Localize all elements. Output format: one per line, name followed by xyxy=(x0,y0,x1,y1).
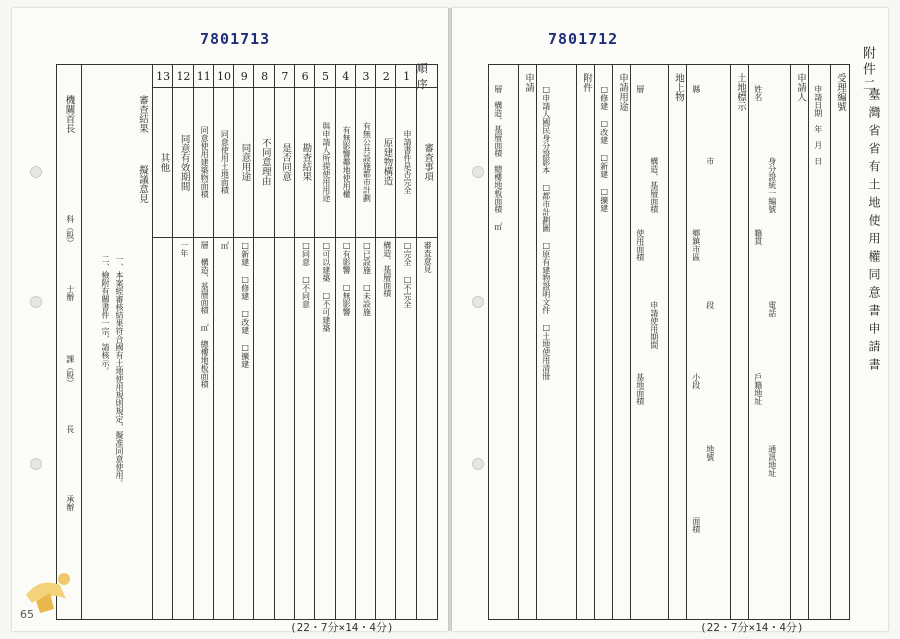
section-label: 科（股） xyxy=(65,215,75,247)
column-number: 12 xyxy=(176,69,191,83)
section-label: 長 xyxy=(65,425,75,433)
field-value: 層 構造、基層面積 總樓地板面積 ㎡ xyxy=(493,85,503,230)
size-note: (22・7分×14・4分) xyxy=(700,621,804,634)
form-column xyxy=(488,65,537,619)
divider xyxy=(576,65,577,619)
column-number: 8 xyxy=(261,69,269,83)
column-number: 11 xyxy=(196,69,211,83)
review-column xyxy=(172,65,193,619)
sub-field-label: 段 xyxy=(705,301,715,309)
review-column xyxy=(355,65,376,619)
attachment-label: 附件二 xyxy=(860,46,875,94)
sub-field-label: 申請使用期間 xyxy=(649,301,659,349)
review-table xyxy=(56,64,438,620)
left-page xyxy=(12,8,448,634)
sub-field-label: 姓名 xyxy=(753,85,763,101)
divider xyxy=(81,65,82,619)
review-item: 同意使用土地面積 xyxy=(220,130,230,194)
form-column xyxy=(536,65,595,619)
review-column xyxy=(294,65,315,619)
sub-field-label: 市 xyxy=(705,157,715,165)
sub-field-label: 基地面積 xyxy=(635,373,645,405)
divider xyxy=(668,65,669,619)
review-item: 申請書件是否完全 xyxy=(402,130,412,194)
punch-hole xyxy=(30,166,42,178)
review-opinion: 構造、基層面積 xyxy=(382,241,392,297)
column-number: 13 xyxy=(156,69,171,83)
review-item: 不同意理由 xyxy=(259,138,271,186)
column-number: 5 xyxy=(321,69,329,83)
form-column xyxy=(630,65,687,619)
sub-field-label: 使用面積 xyxy=(635,229,645,261)
application-form xyxy=(488,64,850,620)
note-text: 一、本案經審核結果符合國有土地使用規則規定，擬准同意使用。 xyxy=(115,255,124,487)
divider xyxy=(518,65,519,619)
column-number: 9 xyxy=(240,69,248,83)
column-number: 1 xyxy=(403,69,411,83)
review-item: 同意用途 xyxy=(239,143,251,181)
review-column xyxy=(335,65,356,619)
proposal-label: 擬議意見 xyxy=(137,165,148,203)
form-title: 臺灣省省有土地使用權同意書申請書 xyxy=(867,88,881,376)
review-column xyxy=(253,65,274,619)
review-opinion: □新建 □修建 □改建 □擴建 xyxy=(240,241,250,368)
divider xyxy=(730,65,731,619)
column-number: 3 xyxy=(362,69,370,83)
review-column xyxy=(233,65,254,619)
form-column xyxy=(594,65,631,619)
field-label: 土地標示 xyxy=(735,73,746,111)
right-page xyxy=(452,8,888,634)
punch-hole xyxy=(30,458,42,470)
field-label: 受理編號 xyxy=(835,73,846,111)
section-label: 承辦 xyxy=(65,495,75,511)
field-label: 申請人 xyxy=(795,73,806,102)
field-label: 申請用途 xyxy=(617,73,628,111)
punch-hole xyxy=(30,296,42,308)
field-value: 申請日期 年 月 日 xyxy=(813,85,823,165)
review-item: 審査事項 xyxy=(422,143,434,181)
review-opinion: □已設施 □未設施 xyxy=(362,241,372,316)
head-label: 機關首長 xyxy=(63,95,75,133)
sub-field-label: 身分證統一編號 xyxy=(767,157,777,213)
review-item: 勘查結果 xyxy=(300,143,312,181)
sub-field-label: 面積 xyxy=(691,517,701,533)
review-item: 其他 xyxy=(158,152,170,172)
page-number: 65 xyxy=(20,608,34,621)
column-number: 7 xyxy=(281,69,289,83)
column-number: 4 xyxy=(342,69,350,83)
review-result-label: 審查結果 xyxy=(137,95,148,133)
column-number: 2 xyxy=(382,69,390,83)
punch-hole xyxy=(472,166,484,178)
punch-hole xyxy=(472,458,484,470)
approval-section xyxy=(57,65,153,619)
divider xyxy=(612,65,613,619)
form-column xyxy=(748,65,809,619)
field-label: 申請 xyxy=(523,73,534,92)
serial-stamp: 7801713 xyxy=(200,30,271,48)
divider xyxy=(830,65,831,619)
serial-stamp: 7801712 xyxy=(548,30,619,48)
column-number: 10 xyxy=(217,69,232,83)
sub-field-label: 戶籍地址 xyxy=(753,373,763,405)
review-opinion: ㎡ xyxy=(220,241,230,249)
form-column xyxy=(808,65,849,619)
field-label: 地上物 xyxy=(673,73,684,102)
review-column xyxy=(314,65,335,619)
review-column xyxy=(213,65,234,619)
sub-field-label: 通訊地址 xyxy=(767,445,777,477)
review-item: 與申請人所提使用用途 xyxy=(321,122,331,202)
column-number: 順序 xyxy=(416,62,428,91)
field-value: □修建 □改建 □新建 □擴建 xyxy=(599,85,609,212)
review-item: 有無影響鄰地使用權 xyxy=(342,126,352,198)
review-item: 同意使用建築物面積 xyxy=(200,126,210,198)
review-opinion: □可以建築 □不可建築 xyxy=(321,241,331,332)
review-opinion: □有影響 □無影響 xyxy=(342,241,352,316)
field-value: □申請人國民身分證影本 □都市計劃圖 □原有建物證明文件 □土地使用清冊 xyxy=(541,85,551,380)
field-label: 附件 xyxy=(581,73,592,92)
sub-field-label: 縣 xyxy=(691,85,701,93)
note-text: 二、檢附有關書件一宗，請核示。 xyxy=(101,255,110,375)
column-number: 6 xyxy=(301,69,309,83)
sub-field-label: 地號 xyxy=(705,445,715,461)
review-opinion: 審査意見 xyxy=(423,241,433,273)
review-opinion: 一年 xyxy=(179,241,189,257)
review-item: 同意有效期間 xyxy=(178,133,190,191)
review-opinion: 層 構造、基層面積 ㎡ 總樓地板面積 xyxy=(200,241,210,388)
section-label: 士辦 xyxy=(65,285,75,301)
review-column xyxy=(375,65,396,619)
sub-field-label: 層 xyxy=(635,85,645,93)
review-column xyxy=(395,65,416,619)
review-column xyxy=(152,65,173,619)
form-column xyxy=(686,65,749,619)
sub-field-label: 小段 xyxy=(691,373,701,389)
review-column xyxy=(416,62,437,619)
divider xyxy=(790,65,791,619)
sub-field-label: 構造、基層面積 xyxy=(649,157,659,213)
sub-field-label: 籍貫 xyxy=(753,229,763,245)
review-opinion: □完全 □不完全 xyxy=(402,241,412,308)
review-opinion: □同意 □不同意 xyxy=(301,241,311,308)
sub-field-label: 電話 xyxy=(767,301,777,317)
punch-hole xyxy=(472,296,484,308)
section-label: 課（股） xyxy=(65,355,75,387)
review-item: 是否同意 xyxy=(280,143,292,181)
review-item: 有無公共設施都市計劃 xyxy=(362,122,372,202)
sub-field-label: 鄉鎮市區 xyxy=(691,229,701,261)
review-column xyxy=(274,65,295,619)
size-note: (22・7分×14・4分) xyxy=(290,621,394,634)
review-item: 原建物構造 xyxy=(381,138,393,186)
review-column xyxy=(193,65,214,619)
